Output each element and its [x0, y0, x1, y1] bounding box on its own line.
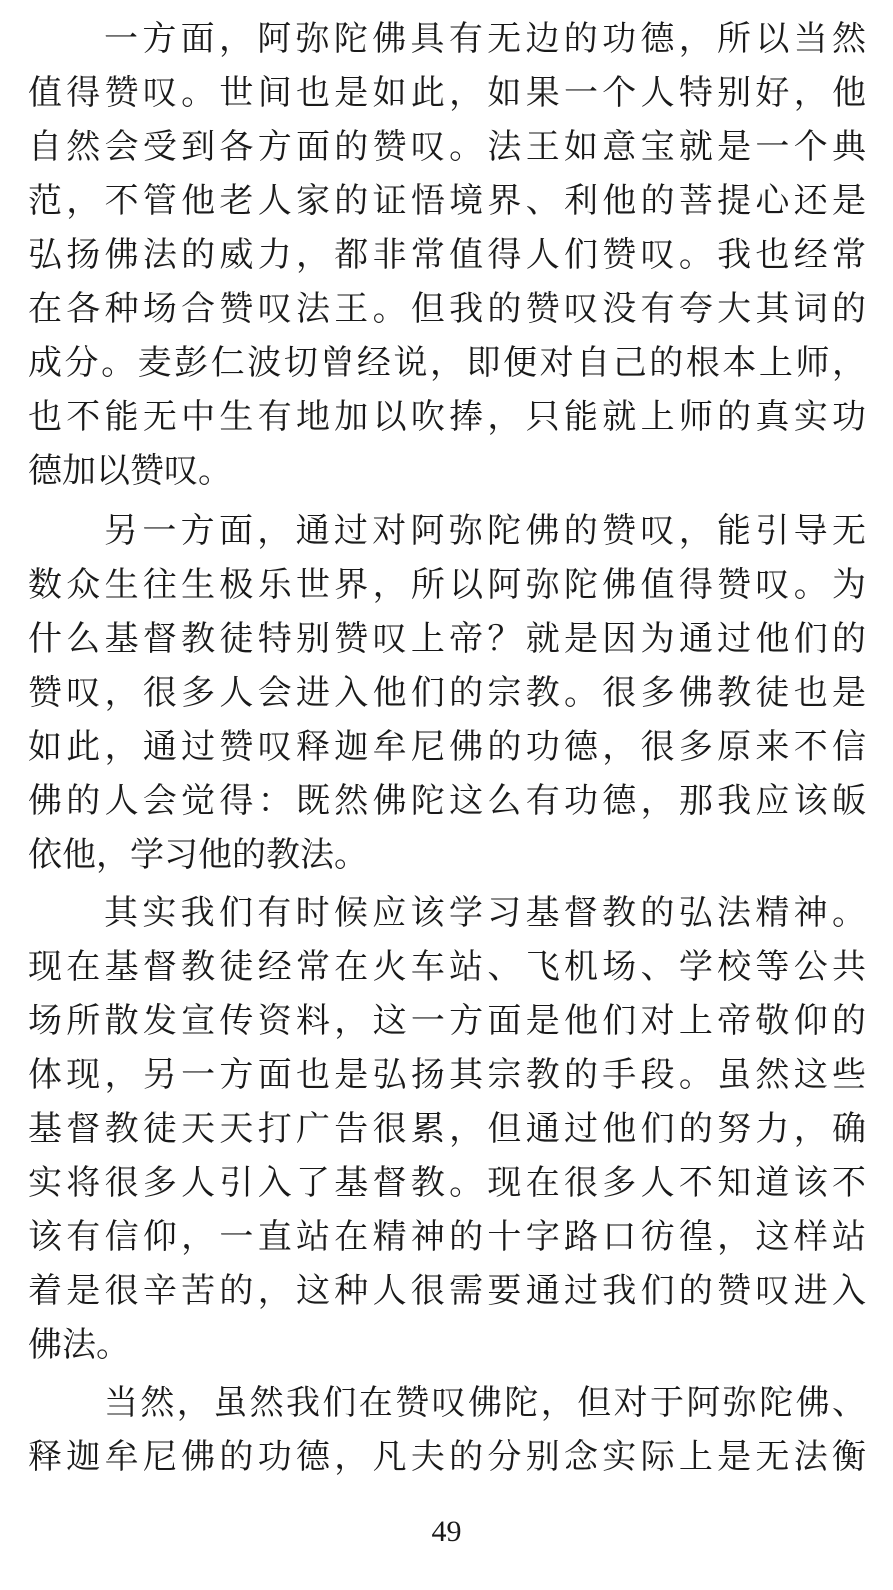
text-line: 成分。麦彭仁波切曾经说，即便对自己的根本上师， [28, 343, 866, 383]
text-line: 如此，通过赞叹释迦牟尼佛的功德，很多原来不信 [28, 727, 866, 767]
text-line: 自然会受到各方面的赞叹。法王如意宝就是一个典 [28, 127, 866, 167]
text-line: 佛的人会觉得：既然佛陀这么有功德，那我应该皈 [28, 781, 866, 821]
text-line: 该有信仰，一直站在精神的十字路口彷徨，这样站 [28, 1217, 866, 1257]
text-line: 佛法。 [28, 1325, 130, 1365]
text-line: 释迦牟尼佛的功德，凡夫的分别念实际上是无法衡 [28, 1437, 866, 1477]
text-line: 值得赞叹。世间也是如此，如果一个人特别好，他 [28, 73, 866, 113]
text-line: 当然，虽然我们在赞叹佛陀，但对于阿弥陀佛、 [104, 1383, 866, 1423]
text-line: 基督教徒天天打广告很累，但通过他们的努力，确 [28, 1109, 866, 1149]
text-line: 着是很辛苦的，这种人很需要通过我们的赞叹进入 [28, 1271, 866, 1311]
text-line: 其实我们有时候应该学习基督教的弘法精神。 [104, 893, 866, 933]
text-line: 什么基督教徒特别赞叹上帝？就是因为通过他们的 [28, 619, 866, 659]
text-line: 另一方面，通过对阿弥陀佛的赞叹，能引导无 [104, 511, 866, 551]
text-line: 在各种场合赞叹法王。但我的赞叹没有夸大其词的 [28, 289, 866, 329]
text-line: 也不能无中生有地加以吹捧，只能就上师的真实功 [28, 397, 866, 437]
text-line: 场所散发宣传资料，这一方面是他们对上帝敬仰的 [28, 1001, 866, 1041]
page-number: 49 [431, 1515, 462, 1548]
text-line: 体现，另一方面也是弘扬其宗教的手段。虽然这些 [28, 1055, 866, 1095]
text-line: 范，不管他老人家的证悟境界、利他的菩提心还是 [28, 181, 866, 221]
text-line: 现在基督教徒经常在火车站、飞机场、学校等公共 [28, 947, 866, 987]
text-line: 赞叹，很多人会进入他们的宗教。很多佛教徒也是 [28, 673, 866, 713]
text-line: 德加以赞叹。 [28, 451, 232, 491]
text-line: 弘扬佛法的威力，都非常值得人们赞叹。我也经常 [28, 235, 866, 275]
text-line: 依他，学习他的教法。 [28, 835, 368, 875]
text-line: 实将很多人引入了基督教。现在很多人不知道该不 [28, 1163, 866, 1203]
text-line: 一方面，阿弥陀佛具有无边的功德，所以当然 [104, 19, 866, 59]
text-line: 数众生往生极乐世界，所以阿弥陀佛值得赞叹。为 [28, 565, 866, 605]
